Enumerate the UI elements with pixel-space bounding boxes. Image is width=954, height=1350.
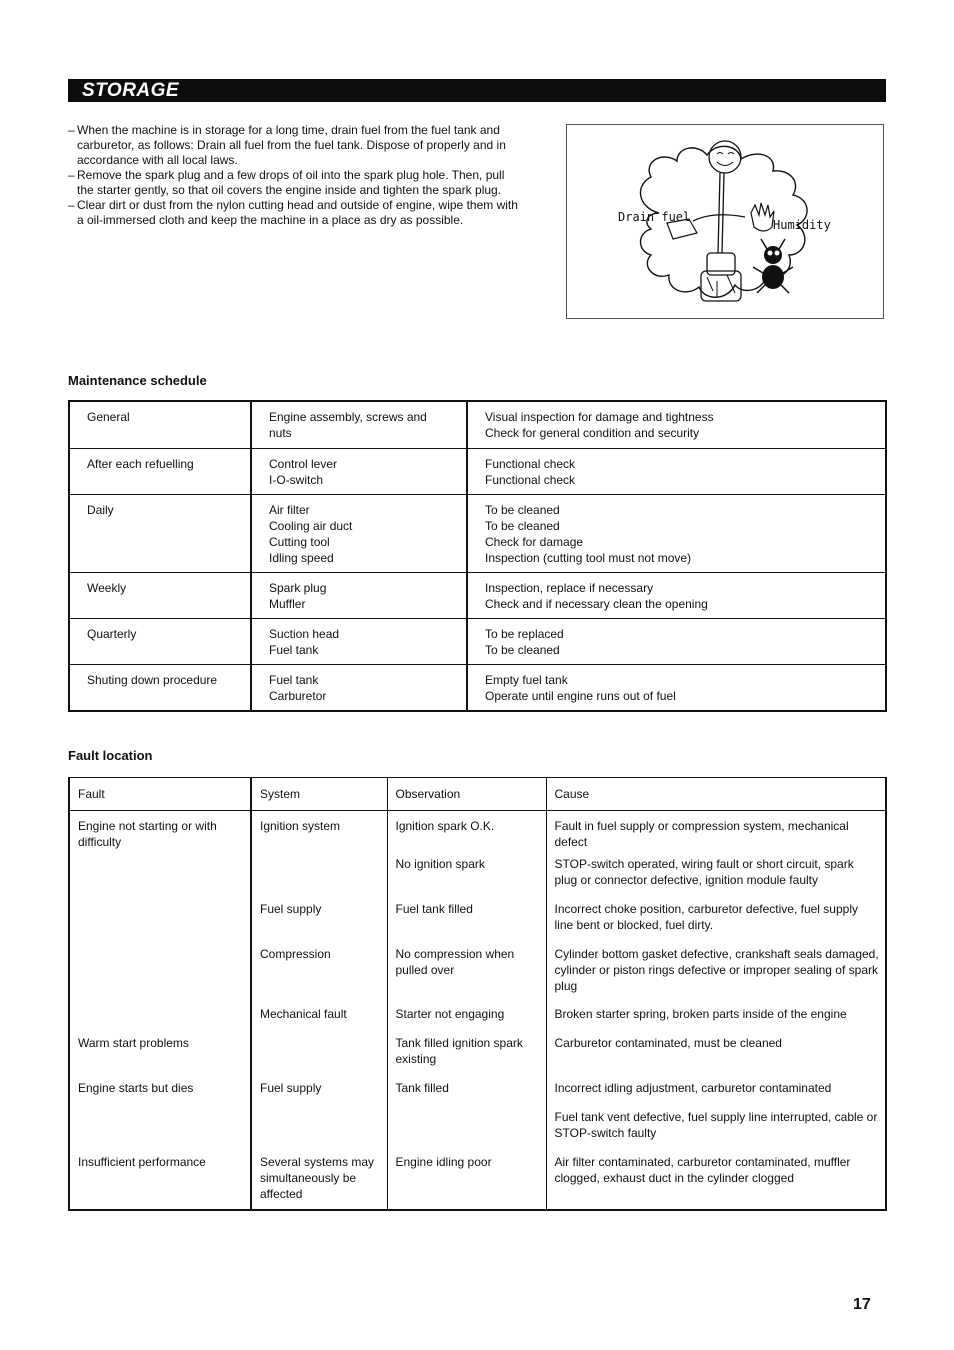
column-header: Fault <box>69 778 251 811</box>
action-line: Visual inspection for damage and tightness <box>485 410 714 424</box>
cause-text: Cylinder bottom gasket defective, crankshaft seals damaged, cylinder or piston rings defective or improper sealing of spark plug <box>554 946 879 993</box>
system-cell <box>251 901 387 946</box>
storage-bullet <box>68 123 518 168</box>
component-line: Muffler <box>269 596 306 611</box>
fault-row <box>69 1080 886 1109</box>
fault-row <box>69 811 886 856</box>
interval-text: Shuting down procedure <box>87 672 218 687</box>
column-header: Cause <box>546 778 886 811</box>
observation-cell <box>387 1109 546 1154</box>
observation-text: Tank filled ignition spark existing <box>395 1035 523 1066</box>
fault-cell <box>69 811 251 856</box>
fault-text: Engine not starting or with difficulty <box>78 819 217 849</box>
fault-row <box>69 1035 886 1080</box>
system-cell <box>251 1154 387 1210</box>
observation-text: Ignition spark O.K. <box>395 819 495 833</box>
system-cell <box>251 946 387 1006</box>
interval-cell <box>69 572 251 618</box>
observation-text: No ignition spark <box>395 856 485 871</box>
fault-cell <box>69 1006 251 1035</box>
storage-drawing <box>567 125 883 318</box>
cause-cell <box>546 811 886 856</box>
storage-bullet <box>68 168 518 198</box>
action-line: To be replaced <box>485 626 564 641</box>
fault-row <box>69 946 886 1006</box>
cause-text: STOP-switch operated, wiring fault or short circuit, spark plug or connector defective, ignition module faulty <box>554 856 854 887</box>
maintenance-row <box>69 448 886 494</box>
fault-text: Warm start problems <box>78 1035 189 1050</box>
system-text: Fuel supply <box>260 1080 322 1095</box>
action-line: To be cleaned <box>485 642 560 657</box>
system-cell <box>251 1080 387 1109</box>
component-line: Cutting tool <box>269 534 330 549</box>
maintenance-schedule-table <box>68 400 887 712</box>
system-cell <box>251 1006 387 1035</box>
component-line: Fuel tank <box>269 642 319 657</box>
action-cell <box>467 448 886 494</box>
storage-bullet <box>68 198 518 228</box>
component-line: Suction head <box>269 626 340 641</box>
interval-cell <box>69 448 251 494</box>
label-drain-fuel: Drain fuel <box>618 210 691 224</box>
fault-row <box>69 856 886 901</box>
component-line: Control lever <box>269 456 338 471</box>
storage-instructions <box>68 123 518 228</box>
component-line: Cooling air duct <box>269 518 353 533</box>
maintenance-row <box>69 664 886 711</box>
fault-location-table <box>68 777 887 1211</box>
action-line: Empty fuel tank <box>485 672 568 687</box>
action-line: Functional check <box>485 456 576 471</box>
component-cell <box>251 448 467 494</box>
action-line: To be cleaned <box>485 502 560 517</box>
cause-text: Broken starter spring, broken parts inside of the engine <box>554 1006 847 1021</box>
system-text: Compression <box>260 946 331 961</box>
maintenance-row <box>69 618 886 664</box>
fault-text: Insufficient performance <box>78 1154 206 1169</box>
observation-text: Engine idling poor <box>395 1154 492 1169</box>
fault-cell <box>69 1109 251 1154</box>
system-cell <box>251 1035 387 1080</box>
observation-text: Starter not engaging <box>395 1006 505 1021</box>
component-cell <box>251 572 467 618</box>
observation-cell <box>387 1080 546 1109</box>
fault-header-row <box>69 778 886 811</box>
component-line: Air filter <box>269 502 310 517</box>
cause-text: Carburetor contaminated, must be cleaned <box>554 1035 782 1050</box>
cause-cell <box>546 856 886 901</box>
component-line: Engine assembly, screws and <box>269 410 427 424</box>
column-header: System <box>251 778 387 811</box>
system-cell <box>251 856 387 901</box>
action-cell <box>467 664 886 711</box>
fault-text: Engine starts but dies <box>78 1080 194 1095</box>
system-text: Mechanical fault <box>260 1006 347 1021</box>
component-line: I-O-switch <box>269 472 323 487</box>
cause-text: Incorrect choke position, carburetor defective, fuel supply line bent or blocked, fuel dirty. <box>554 901 858 932</box>
bullet-text: Clear dirt or dust from the nylon cutting head and outside of engine, wipe them with a oil-immersed cloth and keep the machine in a place as dry as possible. <box>77 198 518 227</box>
interval-text: General <box>87 410 130 424</box>
observation-cell <box>387 856 546 901</box>
action-cell <box>467 494 886 572</box>
page-number: 17 <box>853 1296 871 1313</box>
component-line: Spark plug <box>269 580 327 595</box>
action-line: Check and if necessary clean the opening <box>485 596 708 611</box>
observation-cell <box>387 946 546 1006</box>
component-cell <box>251 664 467 711</box>
observation-cell <box>387 1006 546 1035</box>
storage-illustration <box>566 124 884 319</box>
interval-cell <box>69 401 251 448</box>
component-line: nuts <box>269 426 292 440</box>
action-line: Check for damage <box>485 534 584 549</box>
action-line: Operate until engine runs out of fuel <box>485 688 676 703</box>
column-header: Observation <box>387 778 546 811</box>
bullet-dash: – <box>68 123 75 137</box>
system-cell <box>251 1109 387 1154</box>
cause-cell <box>546 1035 886 1080</box>
bullet-text: When the machine is in storage for a long time, drain fuel from the fuel tank and carburetor, as follows: Drain all fuel from the fuel tank. Dispose of properly and in accordance with all local laws. <box>77 123 506 167</box>
interval-text: Weekly <box>87 580 127 595</box>
fault-row <box>69 1006 886 1035</box>
interval-cell <box>69 494 251 572</box>
cause-cell <box>546 1154 886 1210</box>
fault-cell <box>69 901 251 946</box>
component-line: Idling speed <box>269 550 334 565</box>
interval-text: After each refuelling <box>87 456 194 471</box>
bullet-dash: – <box>68 168 75 182</box>
cause-text: Fault in fuel supply or compression system, mechanical defect <box>554 819 849 849</box>
system-text: Fuel supply <box>260 901 322 916</box>
fault-cell <box>69 1154 251 1210</box>
cause-cell <box>546 1109 886 1154</box>
system-cell <box>251 811 387 856</box>
cause-text: Fuel tank vent defective, fuel supply line interrupted, cable or STOP-switch faulty <box>554 1109 878 1140</box>
observation-cell <box>387 901 546 946</box>
maintenance-row <box>69 401 886 448</box>
observation-text: No compression when pulled over <box>395 946 515 977</box>
observation-text: Tank filled <box>395 1080 449 1095</box>
interval-text: Daily <box>87 502 114 517</box>
action-line: Check for general condition and security <box>485 426 700 440</box>
maintenance-row <box>69 572 886 618</box>
bullet-text: Remove the spark plug and a few drops of oil into the spark plug hole. Then, pull the starter gently, so that oil covers the engine inside and tighten the spark plug. <box>77 168 505 197</box>
cause-cell <box>546 946 886 1006</box>
cause-text: Air filter contaminated, carburetor contaminated, muffler clogged, exhaust duct in the cylinder clogged <box>554 1154 851 1185</box>
storage-header-bar <box>68 79 886 102</box>
cause-cell <box>546 1080 886 1109</box>
interval-cell <box>69 664 251 711</box>
storage-title: STORAGE <box>82 80 180 101</box>
cause-cell <box>546 1006 886 1035</box>
observation-cell <box>387 811 546 856</box>
fault-row <box>69 1154 886 1210</box>
component-cell <box>251 618 467 664</box>
component-line: Fuel tank <box>269 672 319 687</box>
action-cell <box>467 618 886 664</box>
label-humidity: Humidity <box>773 218 831 232</box>
maintenance-row <box>69 494 886 572</box>
action-line: Inspection, replace if necessary <box>485 580 654 595</box>
interval-cell <box>69 618 251 664</box>
fault-row <box>69 1109 886 1154</box>
fault-row <box>69 901 886 946</box>
fault-location-heading: Fault location <box>68 748 153 763</box>
action-line: Functional check <box>485 472 576 487</box>
system-text: Ignition system <box>260 819 341 833</box>
cause-cell <box>546 901 886 946</box>
component-cell <box>251 494 467 572</box>
fault-cell <box>69 1080 251 1109</box>
action-line: To be cleaned <box>485 518 560 533</box>
fault-cell <box>69 946 251 1006</box>
observation-cell <box>387 1154 546 1210</box>
action-line: Inspection (cutting tool must not move) <box>485 550 692 565</box>
observation-text: Fuel tank filled <box>395 901 473 916</box>
fault-cell <box>69 856 251 901</box>
action-cell <box>467 401 886 448</box>
bullet-dash: – <box>68 198 75 212</box>
interval-text: Quarterly <box>87 626 137 641</box>
action-cell <box>467 572 886 618</box>
cause-text: Incorrect idling adjustment, carburetor contaminated <box>554 1080 832 1095</box>
component-line: Carburetor <box>269 688 327 703</box>
observation-cell <box>387 1035 546 1080</box>
system-text: Several systems may simultaneously be affected <box>260 1154 375 1201</box>
component-cell <box>251 401 467 448</box>
maintenance-heading: Maintenance schedule <box>68 373 207 388</box>
fault-cell <box>69 1035 251 1080</box>
